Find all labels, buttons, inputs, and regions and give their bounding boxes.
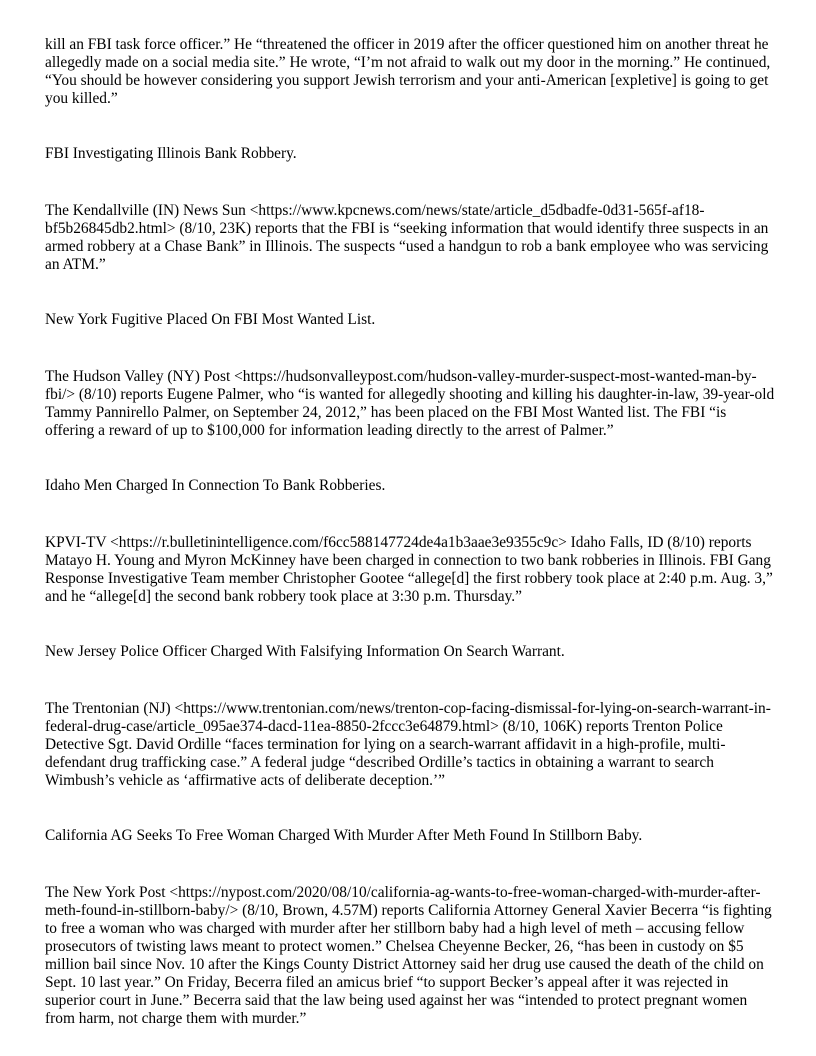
headline-california-ag: California AG Seeks To Free Woman Charged With Murder After Meth Found In Stillborn Baby.	[45, 827, 643, 844]
headline-nj-officer: New Jersey Police Officer Charged With Falsifying Information On Search Warrant.	[45, 643, 565, 660]
spacer	[45, 606, 775, 643]
document-page	[45, 36, 775, 1028]
story-paragraph-fbi-threat: kill an FBI task force officer.” He “threatened the officer in 2019 after the officer questioned him on another threat he allegedly made on a social media site.” He wrote, “I’m not afraid to walk out my door in the morning.” He continued, “You should be however considering you support Jewish terrorism and your anti-American [expletive] is going to get you killed.”	[45, 36, 771, 107]
story-paragraph-ny-post: The New York Post <https://nypost.com/2020/08/10/california-ag-wants-to-free-woman-charged-with-murder-after-meth-found-in-stillborn-baby/> (8/10, Brown, 4.57M) reports California Attorney General Xavier Becerra “is fighting to free a woman who was charged with murder after her stillborn baby had a high level of meth – accusing fellow prosecutors of twisting laws meant to protect women.” Chelsea Cheyenne Becker, 26, “has been in custody on $5 million bail since Nov. 10 after the Kings County District Attorney said her drug use caused the death of the child on Sept. 10 last year.” On Friday, Becerra filed an amicus brief “to support Becker’s appeal after it was rejected in superior court in June.” Becerra said that the law being used against her was “intended to protect pregnant women from harm, not charge them with murder.”	[45, 884, 772, 1027]
story-paragraph-kpvi: KPVI-TV <https://r.bulletinintelligence.com/f6cc588147724de4a1b3aae3e9355c9c> Idaho Falls, ID (8/10) reports Matayo H. Young and Myron McKinney have been charged in connection to two bank robberies in Illinois. FBI Gang Response Investigative Team member Christopher Gootee “allege[d] the first robbery took place at 2:40 p.m. Aug. 3,” and he “allege[d] the second bank robbery took place at 3:30 p.m. Thursday.”	[45, 534, 773, 605]
headline-illinois-bank-robbery: FBI Investigating Illinois Bank Robbery.	[45, 145, 297, 162]
spacer	[45, 661, 775, 700]
spacer	[45, 108, 775, 145]
spacer	[45, 495, 775, 534]
headline-idaho-men: Idaho Men Charged In Connection To Bank Robberies.	[45, 477, 386, 494]
headline-ny-fugitive: New York Fugitive Placed On FBI Most Wanted List.	[45, 311, 376, 328]
spacer	[45, 845, 775, 884]
story-paragraph-kendallville: The Kendallville (IN) News Sun <https://www.kpcnews.com/news/state/article_d5dbadfe-0d31-565f-af18-bf5b26845db2.html> (8/10, 23K) reports that the FBI is “seeking information that would identify three suspects in an armed robbery at a Chase Bank” in Illinois. The suspects “used a handgun to rob a bank employee who was servicing an ATM.”	[45, 202, 769, 273]
story-paragraph-trentonian: The Trentonian (NJ) <https://www.trentonian.com/news/trenton-cop-facing-dismissal-for-lying-on-search-warrant-in-federal-drug-case/article_095ae374-dacd-11ea-8850-2fccc3e64879.html> (8/10, 106K) reports Trenton Police Detective Sgt. David Ordille “faces termination for lying on a search-warrant affidavit in a high-profile, multi-defendant drug trafficking case.” A federal judge “described Ordille’s tactics in obtaining a warrant to search Wimbush’s vehicle as ‘affirmative acts of deliberate deception.’”	[45, 700, 771, 789]
spacer	[45, 440, 775, 477]
spacer	[45, 329, 775, 368]
spacer	[45, 163, 775, 202]
spacer	[45, 790, 775, 827]
spacer	[45, 274, 775, 311]
story-paragraph-hudson-valley: The Hudson Valley (NY) Post <https://hudsonvalleypost.com/hudson-valley-murder-suspect-most-wanted-man-by-fbi/> (8/10) reports Eugene Palmer, who “is wanted for allegedly shooting and killing his daughter-in-law, 39-year-old Tammy Pannirello Palmer, on September 24, 2012,” has been placed on the FBI Most Wanted list. The FBI “is offering a reward of up to $100,000 for information leading directly to the arrest of Palmer.”	[45, 368, 775, 439]
